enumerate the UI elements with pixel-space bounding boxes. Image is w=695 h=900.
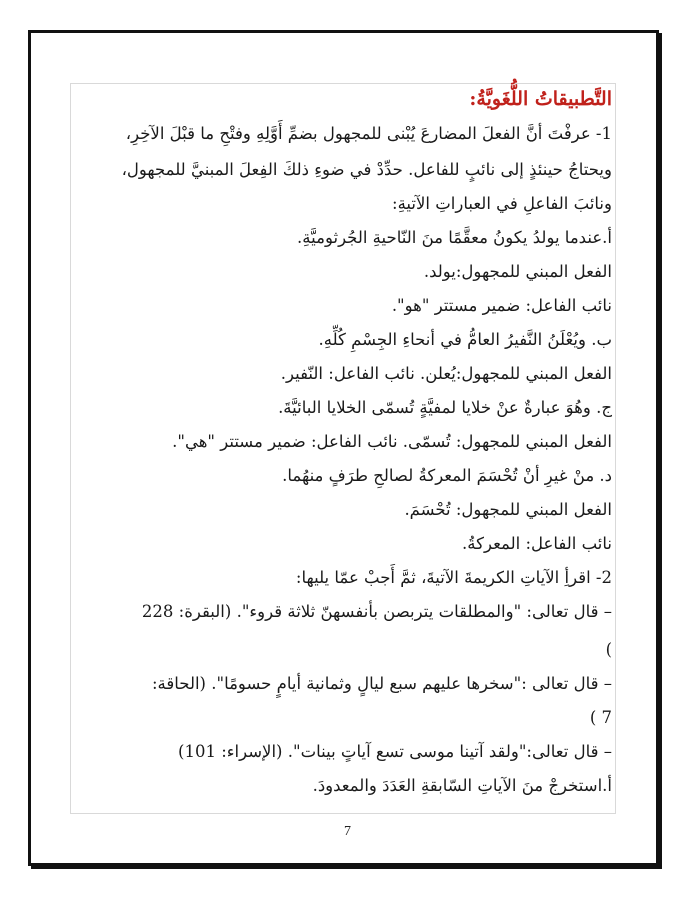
page-number: 7 — [344, 824, 351, 839]
sentence-d: د. منْ غيرِ أنْ تُحْسَمَ المعركةُ لصالحِ طرَفٍ منهُما. — [282, 466, 612, 485]
verse-3: – قال تعالى:"ولقد آتينا موسى تسع آياتٍ بينات". (الإسراء: 101) — [178, 742, 612, 761]
verse-1-close: ) — [605, 640, 612, 659]
sentence-a: أ.عندما يولدُ يكونُ معقَّمًا منَ النّاحيةِ الجُرثوميَّةِ. — [297, 228, 612, 247]
exercise-1-intro-line-1: 1- عرفْتَ أنَّ الفعلَ المضارعَ يُبْنى للمجهول بضمِّ أَوَّلِهِ وفتْحِ ما قبْلَ الآخِرِ، — [125, 124, 612, 143]
answer-d-verb: الفعل المبني للمجهول: تُحْسَمَ. — [404, 500, 612, 519]
verse-2-close: 7 ) — [589, 708, 612, 727]
sentence-c: ج. وهُوَ عبارةٌ عنْ خلايا لمفيَّةٍ تُسمّى الخلايا البائيَّةَ. — [278, 398, 612, 417]
exercise-2-question-a: أ.استخرجْ منَ الآياتِ السّابقةِ العَدَدَ والمعدودَ. — [312, 776, 612, 795]
verse-2: – قال تعالى :"سخرها عليهم سبع ليالٍ وثمانية أيامٍ حسومًا". (الحاقة: — [151, 674, 612, 693]
sentence-b: ب. ويُعْلَنُ النَّفيرُ العامُّ في أنحاءِ الجِسْمِ كُلِّهِ. — [318, 330, 612, 349]
exercise-2-prompt: 2- اقرأِ الآياتِ الكريمةَ الآتيةَ، ثمَّ أَجبْ عمّا يليها: — [295, 568, 612, 587]
answer-d-subject: نائب الفاعل: المعركةُ. — [462, 534, 612, 553]
answer-b: الفعل المبني للمجهول:يُعلن. نائب الفاعل: النّفير. — [280, 364, 612, 383]
answer-a-subject: نائب الفاعل: ضمير مستتر "هو". — [391, 296, 612, 315]
answer-c: الفعل المبني للمجهول: تُسمّى. نائب الفاعل: ضمير مستتر "هي". — [172, 432, 612, 451]
answer-a-verb: الفعل المبني للمجهول:يولد. — [423, 262, 612, 281]
exercise-1-intro-line-3: ونائبَ الفاعلِ في العباراتِ الآتيةِ: — [392, 194, 612, 213]
section-heading: التَّطبيقاتُ اللُّغَويَّةُ: — [469, 88, 612, 110]
exercise-1-intro-line-2: ويحتاجُ حينئذٍ إلى نائبٍ للفاعل. حدِّدْ في ضوءِ ذلكَ الفِعلَ المبنيَّ للمجهول، — [121, 160, 612, 179]
verse-1: – قال تعالى: "والمطلقات يتربصن بأنفسهنّ ثلاثة قروء". (البقرة: 228 — [141, 602, 612, 621]
